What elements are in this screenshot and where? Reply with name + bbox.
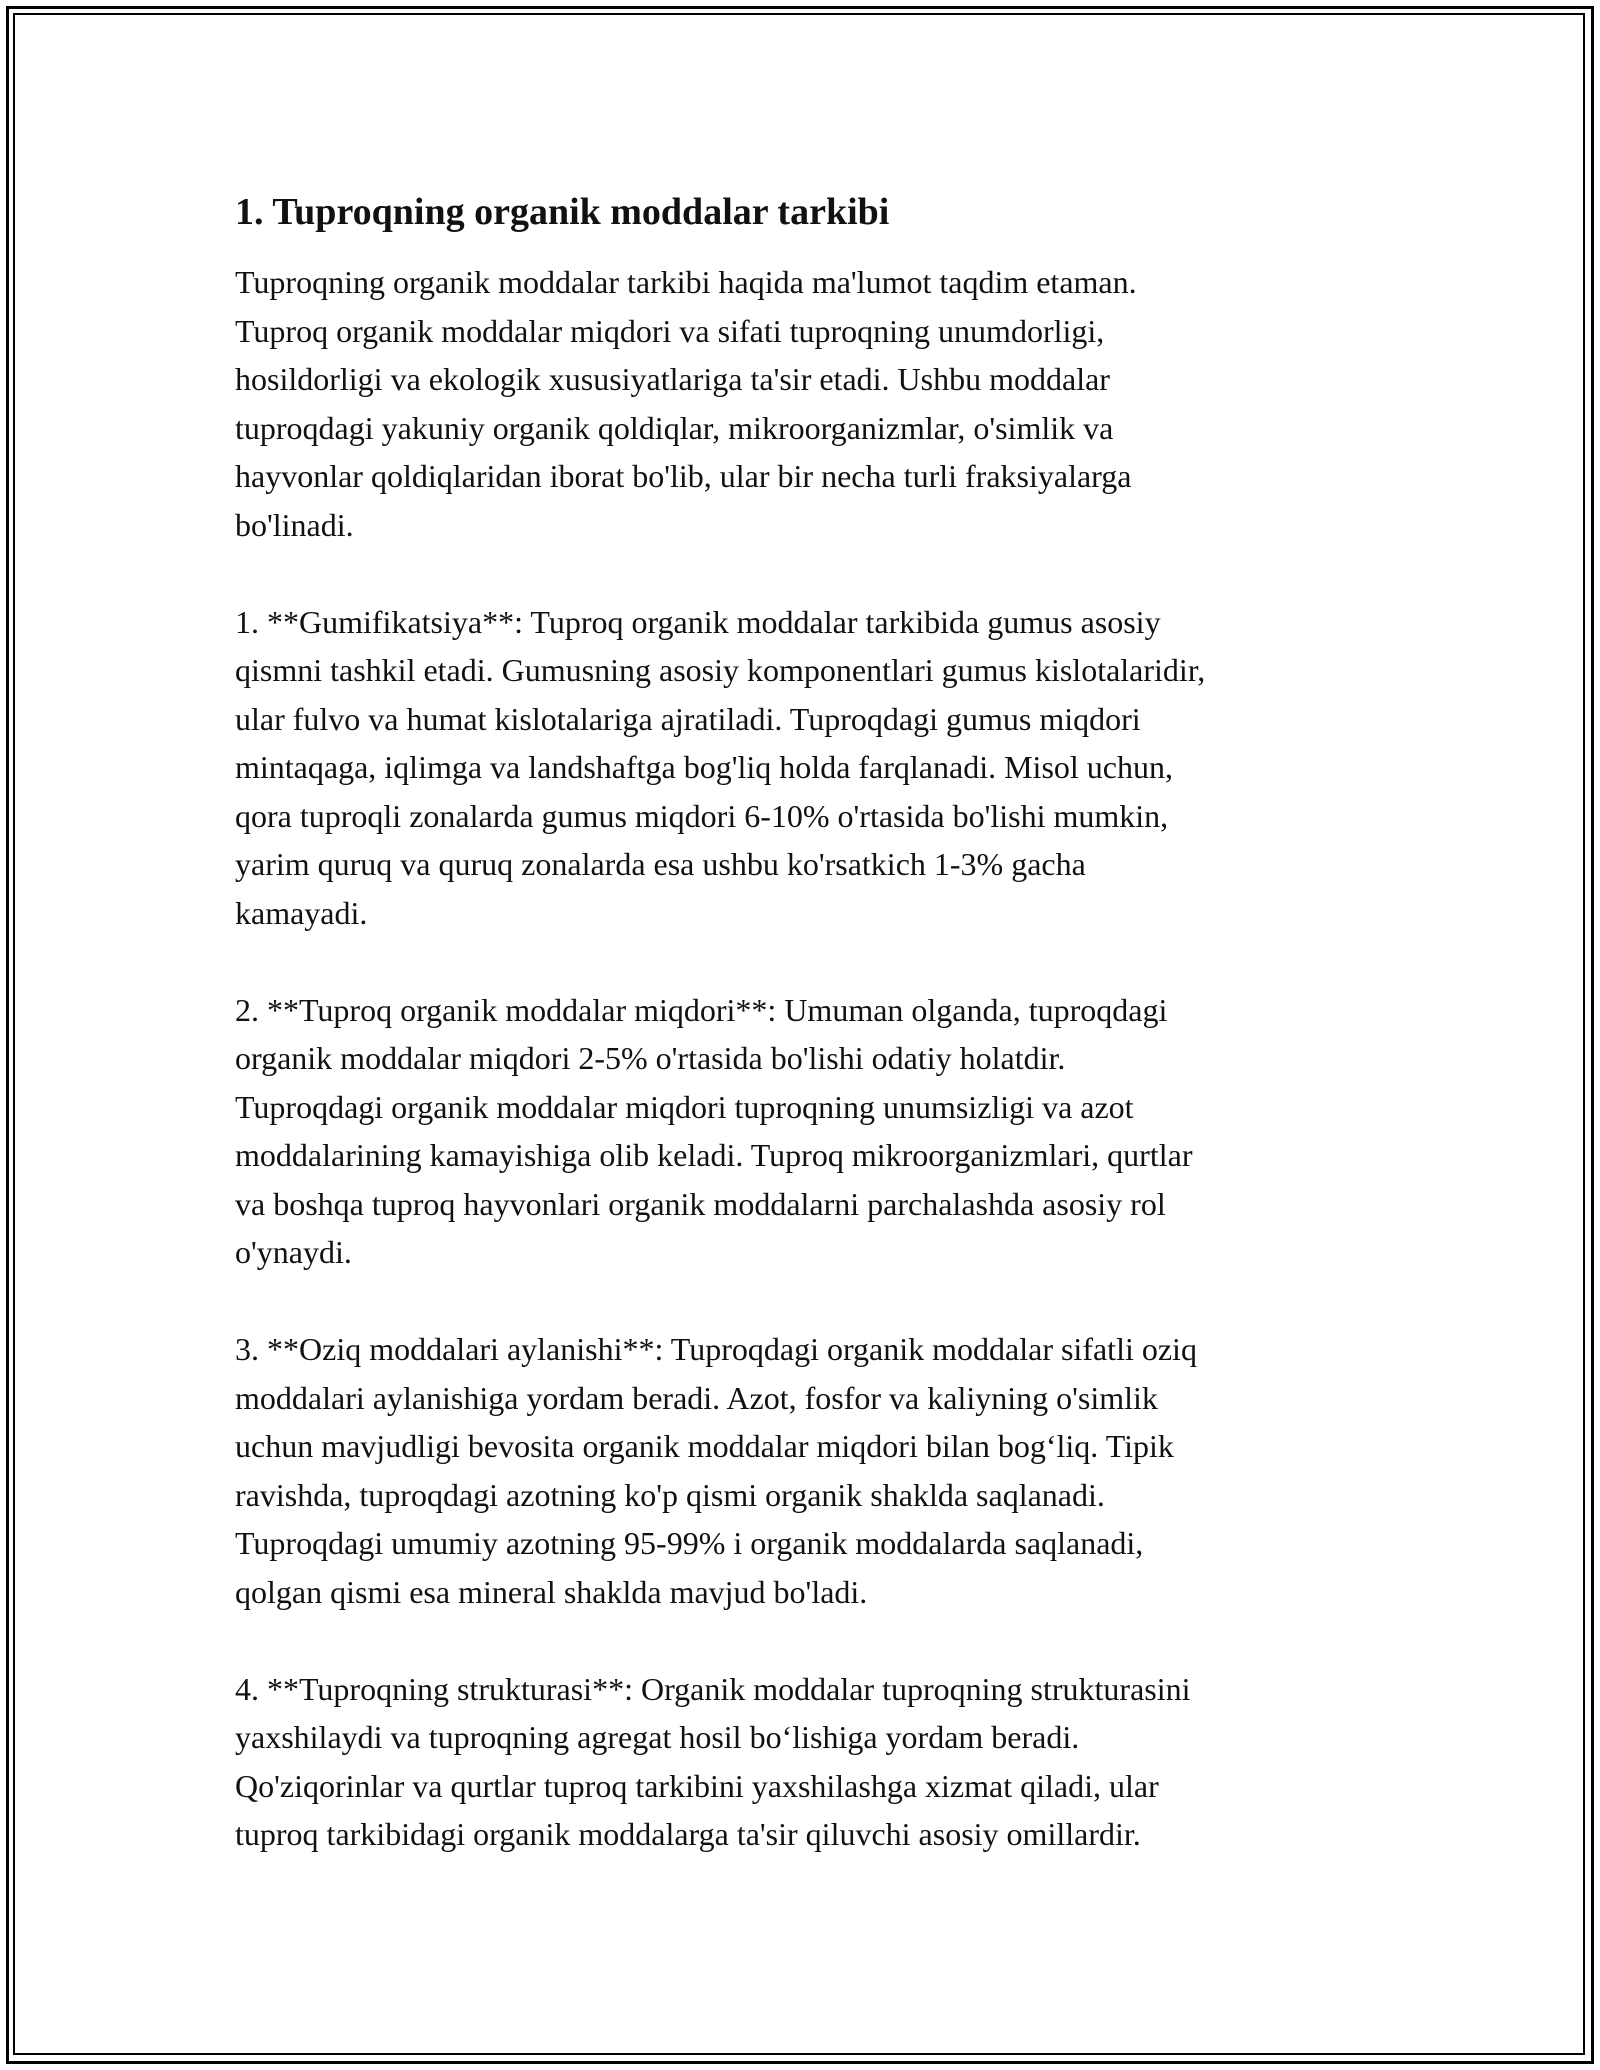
paragraph-gumifikatsiya: 1. **Gumifikatsiya**: Tuproq organik moddalar tarkibida gumus asosiy qismni tashkil etadi. Gumusning asosiy komponentlari gumus kislotalaridir, ular fulvo va humat kislotalariga ajratiladi. Tuproqdagi gumus miqdori mintaqaga, iqlimga va landshaftga bog'liq holda farqlanadi. Misol uchun, qora tuproqli zonalarda gumus miqdori 6-10% o'rtasida bo'lishi mumkin, yarim quruq va quruq zonalarda esa ushbu ko'rsatkich 1-3% gacha kamayadi.	[235, 603, 1206, 931]
paragraph-oziq-moddalari: 3. **Oziq moddalari aylanishi**: Tuproqdagi organik moddalar sifatli oziq moddalari aylanishiga yordam beradi. Azot, fosfor va kaliyning o'simlik uchun mavjudligi bevosita organik moddalar miqdori bilan bog‘liq. Tipik ravishda, tuproqdagi azotning ko'p qismi organik shaklda saqlanadi. Tuproqdagi umumiy azotning 95-99% i organik moddalarda saqlanadi, qolgan qismi esa mineral shaklda mavjud bo'ladi.	[235, 1331, 1197, 1610]
page-title: 1. Tuproqning organik moddalar tarkibi	[235, 191, 890, 233]
paragraph-intro: Tuproqning organik moddalar tarkibi haqida ma'lumot taqdim etaman. Tuproq organik moddalar miqdori va sifati tuproqning unumdorligi, hosildorligi va ekologik xususiyatlariga ta'sir etadi. Ushbu moddalar tuproqdagi yakuniy organik qoldiqlar, mikroorganizmlar, o'simlik va hayvonlar qoldiqlaridan iborat bo'lib, ular bir necha turli fraksiyalarga bo'linadi.	[235, 264, 1137, 543]
document-body	[235, 188, 1385, 1907]
paragraph-strukturasi: 4. **Tuproqning strukturasi**: Organik moddalar tuproqning strukturasini yaxshilaydi va tuproqning agregat hosil bo‘lishiga yordam beradi. Qo'ziqorinlar va qurtlar tuproq tarkibini yaxshilashga xizmat qiladi, ular tuproq tarkibidagi organik moddalarga ta'sir qiluvchi asosiy omillardir.	[235, 1670, 1191, 1852]
paragraph-organik-miqdori: 2. **Tuproq organik moddalar miqdori**: Umuman olganda, tuproqdagi organik moddalar miqdori 2-5% o'rtasida bo'lishi odatiy holatdir. Tuproqdagi organik moddalar miqdori tuproqning unumsizligi va azot moddalarining kamayishiga olib keladi. Tuproq mikroorganizmlari, qurtlar va boshqa tuproq hayvonlari organik moddalarni parchalashda asosiy rol o'ynaydi.	[235, 991, 1193, 1270]
